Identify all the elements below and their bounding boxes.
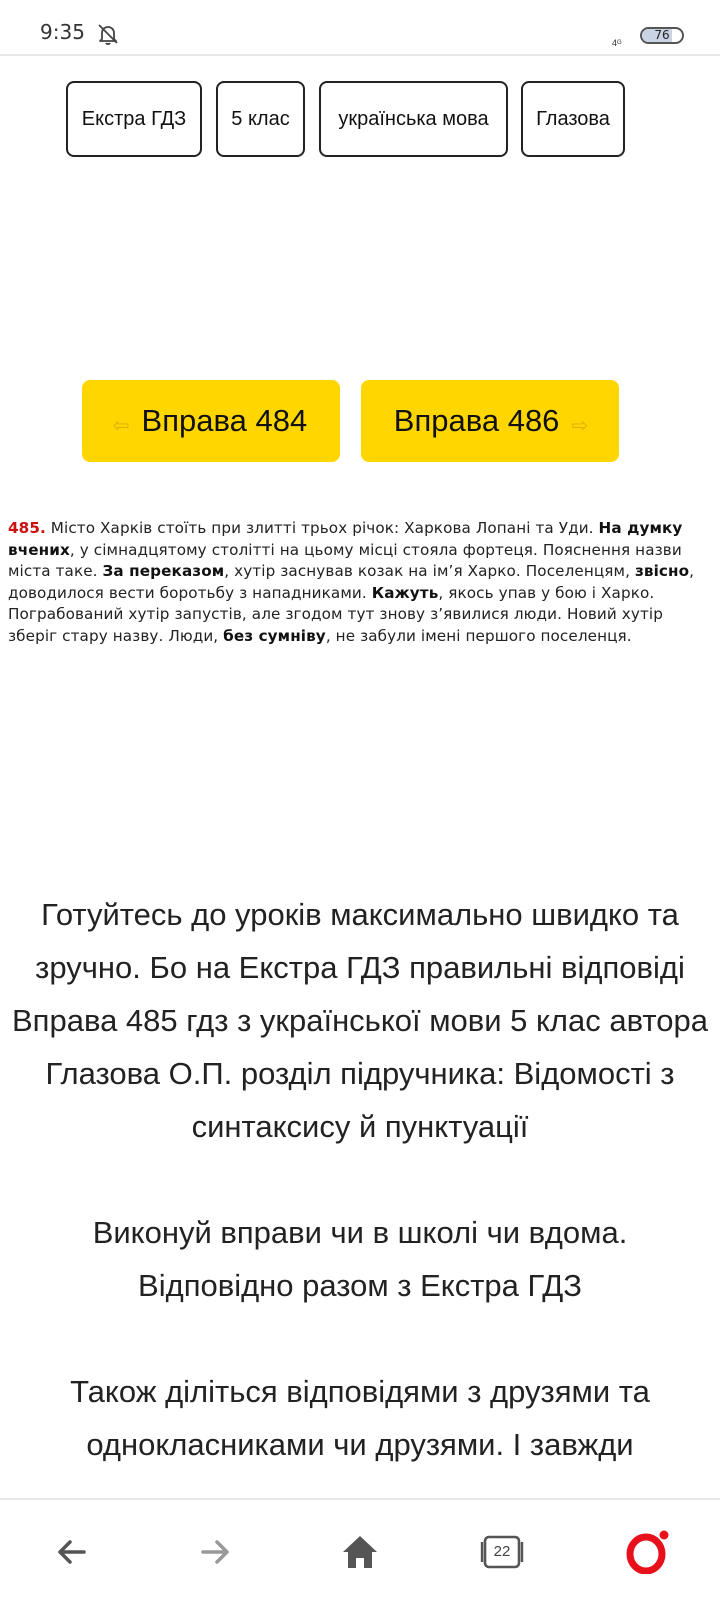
- prev-exercise-button[interactable]: [82, 380, 340, 462]
- status-time: 9:35: [40, 20, 85, 44]
- arrow-left-icon: ⇦: [112, 414, 130, 437]
- status-divider: [0, 54, 720, 56]
- battery-indicator: [640, 27, 684, 44]
- exercise-text-segment: , доводилося вести боротьбу з нападниками.: [8, 562, 695, 602]
- battery-percent: 76: [654, 28, 670, 42]
- prev-exercise-label: Вправа 484: [141, 403, 308, 438]
- exercise-bold-phrase: Кажуть: [371, 583, 439, 602]
- browser-bottom-bar: [0, 1498, 720, 1600]
- tab-count: 22: [493, 1543, 511, 1560]
- exercise-text-segment: , не забули імені першого поселенця.: [325, 626, 632, 645]
- exercise-bold-phrase: На думку вчених: [8, 519, 683, 559]
- next-exercise-button[interactable]: [361, 380, 619, 462]
- exercise-bold-phrase: За переказом: [102, 562, 225, 580]
- exercise-text-segment: , у сімнадцятому столітті на цьому місці стояла фортеця. Пояснення назви міста таке.: [8, 540, 682, 580]
- signal-icon: 4ᴳ: [612, 38, 622, 48]
- description-paragraph: Готуйтесь до уроків максимально швидко та зручно. Бо на Екстра ГДЗ правильні відповіді Вправа 485 гдз з української мови 5 клас автора Глазова О.П. розділ підручника: Відомості з синтаксису й пунктуації: [12, 897, 708, 1144]
- exercise-bold-phrase: без сумніву: [223, 626, 326, 645]
- bell-muted-icon: [96, 22, 120, 46]
- home-icon[interactable]: [338, 1530, 382, 1574]
- forward-icon[interactable]: [193, 1530, 237, 1574]
- exercise-text-segment: , якось упав у бою і Харко. Пограбований хутір запустів, але згодом тут знову з’явилися люди. Новий хутір зберіг стару назву. Люди,: [8, 583, 663, 645]
- back-icon[interactable]: [50, 1530, 94, 1574]
- status-bar: [0, 0, 720, 56]
- description-paragraph: Також діліться відповідями з друзями та однокласниками чи друзями. І завжди: [70, 1374, 650, 1462]
- exercise-bold-phrase: звісно: [634, 562, 690, 580]
- breadcrumb-chip-site[interactable]: Екстра ГДЗ: [66, 81, 202, 157]
- tabs-button[interactable]: [480, 1530, 524, 1574]
- breadcrumb-chip-grade[interactable]: 5 клас: [216, 81, 305, 157]
- breadcrumb-chip-author[interactable]: Глазова: [521, 81, 625, 157]
- description-paragraph: Виконуй вправи чи в школі чи вдома. Відповідно разом з Екстра ГДЗ: [92, 1215, 628, 1303]
- exercise-number: 485.: [8, 519, 46, 537]
- exercise-text-segment: , хутір заснував козак на ім’я Харко. Поселенцям,: [224, 562, 635, 580]
- next-exercise-label: Вправа 486: [393, 403, 560, 438]
- description: [0, 888, 720, 1524]
- breadcrumb-chip-subject[interactable]: українська мова: [319, 81, 508, 157]
- exercise-text: [8, 518, 708, 647]
- exercise-body: [8, 519, 694, 645]
- exercise-text-segment: Місто Харків стоїть при злитті трьох річок: Харкова Лопані та Уди.: [45, 519, 599, 537]
- opera-icon[interactable]: [626, 1530, 670, 1574]
- arrow-right-icon: ⇨: [571, 414, 589, 437]
